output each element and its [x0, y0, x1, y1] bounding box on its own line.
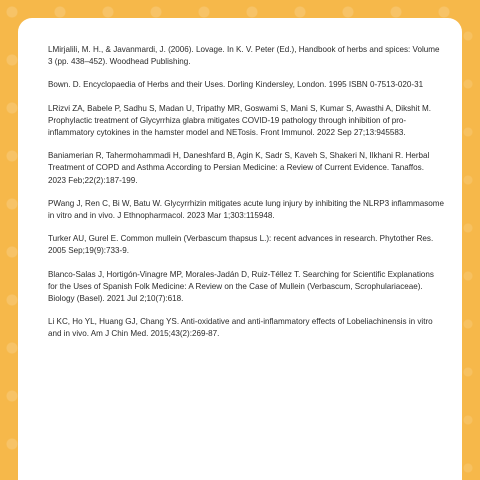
reference-4: Baniamerian R, Tahermohammadi H, Daneshfard B, Agin K, Sadr S, Kaveh S, Shakeri N, Ilkhani R. Herbal Treatment of COPD and Asthma According to Persian Medicine: a Review of Current Evidence. Tanaffos. 2023 Feb;22(2):187-199.	[48, 151, 430, 185]
reference-1: LMirjalili, M. H., & Javanmardi, J. (2006). Lovage. In K. V. Peter (Ed.), Handbook of herbs and spices: Volume 3 (pp. 438–452). Woodhead Publishing.	[48, 45, 440, 67]
reference-6: Turker AU, Gurel E. Common mullein (Verbascum thapsus L.): recent advances in research. Phytother Res. 2005 Sep;19(9):733-9.	[48, 234, 434, 256]
reference-2: Bown. D. Encyclopaedia of Herbs and their Uses. Dorling Kindersley, London. 1995 ISBN 0-7513-020-31	[48, 80, 424, 90]
reference-5: PWang J, Ren C, Bi W, Batu W. Glycyrrhizin mitigates acute lung injury by inhibiting the NLRP3 inflammasome in vitro and in vivo. J Ethnopharmacol. 2023 Mar 1;303:115948.	[48, 198, 444, 221]
references-card	[18, 18, 462, 480]
reference-8: Li KC, Ho YL, Huang GJ, Chang YS. Anti-oxidative and anti-inflammatory effects of Lobeliachinensis in vitro and in vivo. Am J Chin Med. 2015;43(2):269-87.	[48, 317, 433, 339]
reference-3: LRizvi ZA, Babele P, Sadhu S, Madan U, Tripathy MR, Goswami S, Mani S, Kumar S, Awasthi A, Dikshit M. Prophylactic treatment of Glycyrrhiza glabra mitigates COVID-19 pathology through inhibition of pro-inflammatory cytokines in the hamster model and NETosis. Front Immunol. 2022 Sep 27;13:945583.	[48, 103, 431, 138]
reference-7: Blanco-Salas J, Hortigón-Vinagre MP, Morales-Jadán D, Ruiz-Téllez T. Searching for Scientific Explanations for the Uses of Spanish Folk Medicine: A Review on the Case of Mullein (Verbascum, Scrophulariaceae). Biology (Basel). 2021 Jul 2;10(7):618.	[48, 269, 434, 304]
